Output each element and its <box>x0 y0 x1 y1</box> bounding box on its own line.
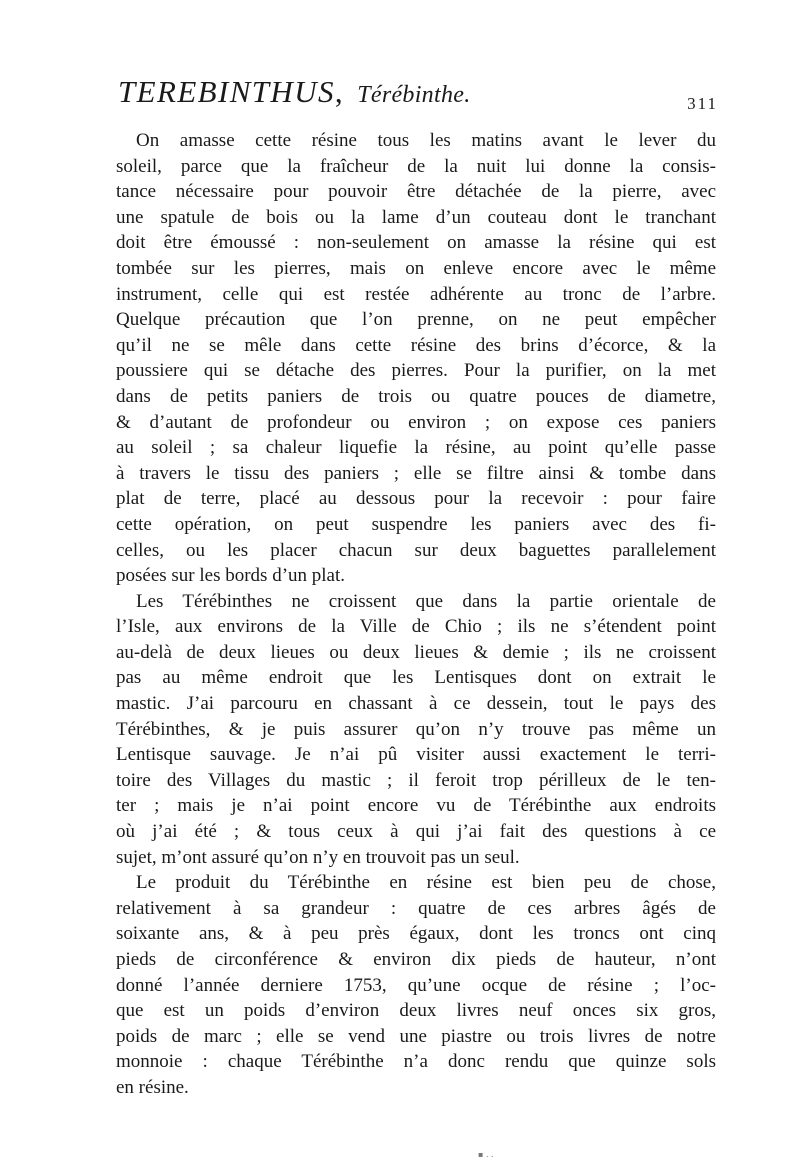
body-text <box>116 128 716 1101</box>
text-line: cette opération, on peut suspendre les paniers avec des fi- <box>116 513 716 535</box>
text-line: l’Isle, aux environs de la Ville de Chio ; ils ne s’étendent point <box>116 616 716 638</box>
text-line: donné l’année derniere 1753, qu’une ocque de résine ; l’oc- <box>116 974 716 996</box>
text-line: poids de marc ; elle se vend une piastre ou trois livres de notre <box>116 1025 716 1047</box>
text-line: Les Térébinthes ne croissent que dans la partie orientale de <box>136 590 716 612</box>
text-line: mastic. J’ai parcouru en chassant à ce dessein, tout le pays des <box>116 693 716 715</box>
text-line: pas au même endroit que les Lentisques dont on extrait le <box>116 667 716 689</box>
text-line: On amasse cette résine tous les matins avant le lever du <box>136 130 716 151</box>
text-line: doit être émoussé : non-seulement on amasse la résine qui est <box>116 232 716 254</box>
text-line: Térébinthes, & je puis assurer qu’on n’y trouve pas même un <box>116 718 716 740</box>
running-title-french: Térébinthe. <box>357 82 471 108</box>
text-line: plat de terre, placé au dessous pour la recevoir : pour faire <box>116 488 716 510</box>
text-line: Le produit du Térébinthe en résine est bien peu de chose, <box>136 872 716 894</box>
text-line: une spatule de bois ou la lame d’un couteau dont le tranchant <box>116 206 716 228</box>
text-line: au-delà de deux lieues ou deux lieues & demie ; ils ne croissent <box>116 641 716 663</box>
print-smudge: ▪ . . <box>478 1150 494 1159</box>
text-line: pieds de circonférence & environ dix pieds de hauteur, n’ont <box>116 949 716 970</box>
page-number: 311 <box>687 94 718 113</box>
text-line: & d’autant de profondeur ou environ ; on expose ces paniers <box>116 411 716 433</box>
text-line: sujet, m’ont assuré qu’on n’y en trouvoit pas un seul. <box>116 846 520 868</box>
text-line: qu’il ne se mêle dans cette résine des brins d’écorce, & la <box>116 334 716 356</box>
text-line: relativement à sa grandeur : quatre de ces arbres âgés de <box>116 897 716 919</box>
text-line: en résine. <box>116 1076 189 1098</box>
text-line: poussiere qui se détache des pierres. Pour la purifier, on la met <box>116 360 716 382</box>
page-header <box>118 74 718 124</box>
text-line: toire des Villages du mastic ; il feroit trop périlleux de le ten- <box>116 769 716 791</box>
text-line: où j’ai été ; & tous ceux à qui j’ai fait des questions à ce <box>116 821 716 843</box>
text-line: soleil, parce que la fraîcheur de la nuit lui donne la consis- <box>116 155 716 177</box>
text-line: ter ; mais je n’ai point encore vu de Térébinthe aux endroits <box>116 795 716 817</box>
text-line: que est un poids d’environ deux livres neuf onces six gros, <box>116 1000 716 1022</box>
running-title <box>118 74 471 110</box>
text-line: Quelque précaution que l’on prenne, on ne peut empêcher <box>116 309 716 331</box>
text-line: tance nécessaire pour pouvoir être détachée de la pierre, avec <box>116 181 716 203</box>
text-line: Lentisque sauvage. Je n’ai pû visiter aussi exactement le terri- <box>116 744 716 766</box>
text-line: monnoie : chaque Térébinthe n’a donc rendu que quinze sols <box>116 1051 716 1073</box>
text-line: soixante ans, & à peu près égaux, dont les troncs ont cinq <box>116 923 716 945</box>
text-line: dans de petits paniers de trois ou quatre pouces de diametre, <box>116 385 716 407</box>
text-line: posées sur les bords d’un plat. <box>116 565 346 587</box>
text-line: au soleil ; sa chaleur liquefie la résine, au point qu’elle passe <box>116 437 716 459</box>
text-line: instrument, celle qui est restée adhérente au tronc de l’arbre. <box>116 283 716 305</box>
running-title-latin: TEREBINTHUS <box>118 74 335 109</box>
text-line: à travers le tissu des paniers ; elle se filtre ainsi & tombe dans <box>116 462 716 484</box>
running-title-separator: , <box>334 74 345 109</box>
text-line: celles, ou les placer chacun sur deux baguettes parallelement <box>116 539 716 561</box>
text-line: tombée sur les pierres, mais on enleve encore avec le même <box>116 257 716 279</box>
